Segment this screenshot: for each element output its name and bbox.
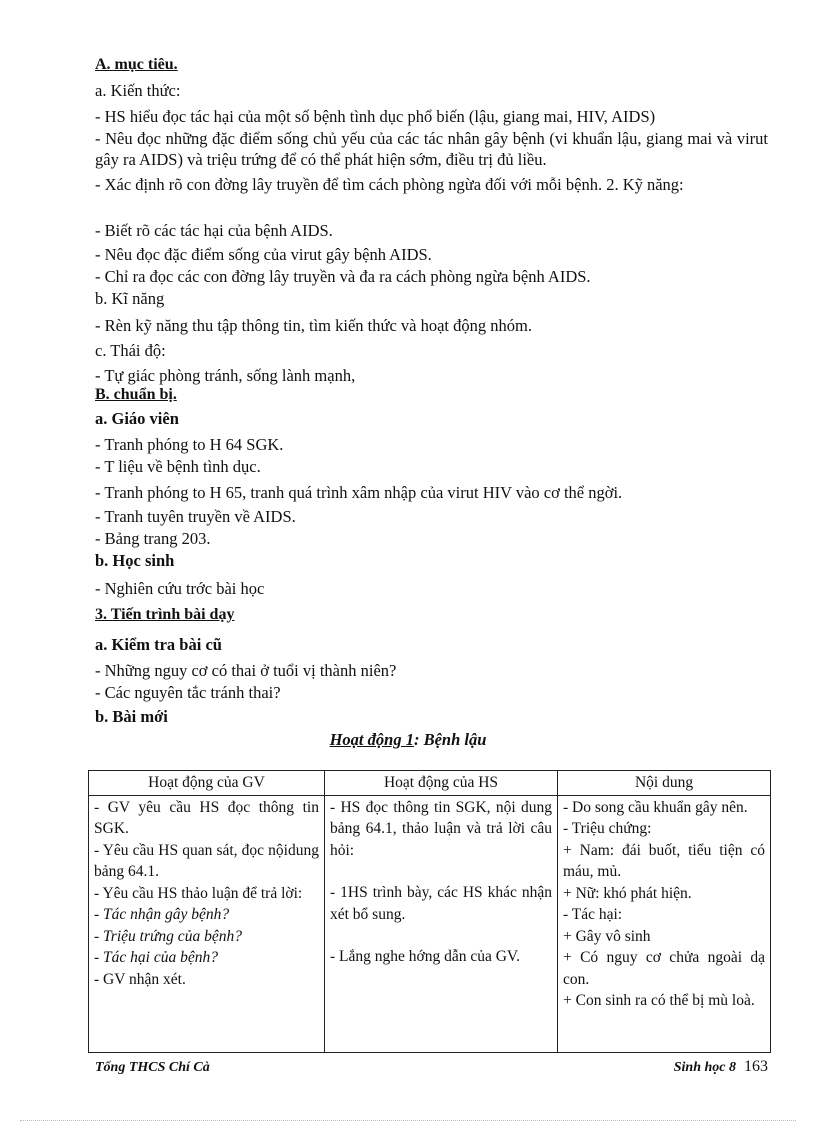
teacher-question-item: - Triệu trứng của bệnh? [94, 927, 242, 945]
content-item: - Triệu chứng: [563, 820, 652, 837]
column-header-content: Nội dung [558, 771, 771, 796]
teacher-activity-cell [89, 795, 325, 1052]
teacher-line: - Bảng trang 203. [95, 529, 211, 548]
teacher-question-item: - Tác hại của bệnh? [94, 949, 218, 966]
section-b-heading: B. chuẩn bị. [95, 386, 177, 403]
review-line: - Các nguyên tắc tránh thai? [95, 683, 281, 702]
content-item: + Có nguy cơ chửa ngoài dạ con. [563, 949, 765, 988]
teacher-activity-item: - GV yêu cầu HS đọc thông tin SGK. [94, 798, 319, 837]
knowledge-line: - Nêu đọc đặc điểm sống của virut gây bệnh AIDS. [95, 245, 432, 264]
activity-title-prefix: Hoạt động 1 [329, 730, 414, 749]
teacher-line: - Tranh phóng to H 65, tranh quá trình xâm nhập của virut HIV vào cơ thể ngời. [95, 483, 623, 502]
column-header-teacher: Hoạt động của GV [89, 771, 325, 796]
teacher-question-item: - Tác nhận gây bệnh? [94, 906, 230, 923]
section-a-heading: A. mục tiêu. [95, 56, 178, 73]
teacher-line: - Tranh phóng to H 64 SGK. [95, 435, 284, 454]
content-item: + Nam: đái buốt, tiểu tiện có máu, mủ. [563, 841, 765, 880]
skills-line: - Rèn kỹ năng thu tập thông tin, tìm kiến thức và hoạt động nhóm. [95, 316, 532, 335]
footer-right [674, 1058, 768, 1076]
page-number: 163 [744, 1058, 768, 1075]
skills-heading: b. Kĩ năng [95, 289, 165, 308]
footer-subject: Sinh học 8 [673, 1060, 736, 1075]
knowledge-line: - Chỉ ra đọc các con đờng lây truyền và đa ra cách phòng ngừa bệnh AIDS. [95, 267, 591, 286]
knowledge-line: - Nêu đọc những đặc điểm sống chủ yếu của các tác nhân gây bệnh (vi khuẩn lậu, giang mai và virut gây ra AIDS) và triệu trứng để có thể phát hiện sớm, điều trị đủ liều. [95, 129, 768, 169]
teacher-line: - Tranh tuyên truyền về AIDS. [95, 507, 296, 526]
activity-title-rest: : Bệnh lậu [413, 730, 487, 749]
activity-table [88, 770, 771, 1053]
teacher-activity-item: - GV nhận xét. [94, 970, 186, 988]
review-line: - Những nguy cơ có thai ở tuổi vị thành niên? [95, 661, 397, 680]
knowledge-line: - Biết rõ các tác hại của bệnh AIDS. [95, 221, 333, 240]
content-item: + Con sinh ra có thể bị mù loà. [563, 992, 755, 1009]
column-header-student: Hoạt động của HS [325, 771, 558, 796]
table-header-row [89, 771, 771, 796]
content-item: + Gây vô sinh [563, 927, 651, 945]
knowledge-heading: a. Kiến thức: [95, 81, 181, 100]
teacher-line: - T liệu về bệnh tình dục. [95, 457, 261, 476]
content-item: + Nữ: khó phát hiện. [563, 884, 692, 902]
table-row [89, 795, 771, 1052]
teacher-activity-item: - Yêu cầu HS thảo luận để trả lời: [94, 884, 303, 902]
student-line: - Nghiên cứu trớc bài học [95, 579, 265, 598]
new-lesson-heading: b. Bài mới [95, 707, 168, 726]
student-heading: b. Học sinh [95, 551, 175, 570]
page-divider [20, 1120, 796, 1121]
student-activity-item: - 1HS trình bày, các HS khác nhận xét bổ sung. [330, 884, 552, 923]
content-item: - Tác hại: [563, 906, 623, 923]
footer-school: Tống THCS Chí Cà [95, 1060, 210, 1075]
knowledge-line: - HS hiểu đọc tác hại của một số bệnh tình dục phổ biến (lậu, giang mai, HIV, AIDS) [95, 107, 656, 126]
student-activity-cell [325, 795, 558, 1052]
knowledge-line: - Xác định rõ con đờng lây truyền để tìm cách phòng ngừa đối với mỗi bệnh. 2. Kỹ năng: [95, 175, 684, 194]
section-c-heading: 3. Tiến trình bài dạy [95, 606, 235, 623]
content-cell [558, 795, 771, 1052]
activity-title [0, 730, 816, 750]
teacher-heading: a. Giáo viên [95, 409, 179, 428]
review-heading: a. Kiểm tra bài cũ [95, 635, 222, 654]
teacher-activity-item: - Yêu cầu HS quan sát, đọc nộidung bảng 64.1. [94, 841, 319, 880]
student-activity-item: - HS đọc thông tin SGK, nội dung bảng 64.1, thảo luận và trả lời câu hỏi: [330, 798, 552, 859]
attitude-heading: c. Thái độ: [95, 341, 166, 360]
content-item: - Do song cầu khuẩn gây nên. [563, 798, 748, 816]
student-activity-item: - Lắng nghe hớng dẫn của GV. [330, 948, 520, 965]
attitude-line: - Tự giác phòng tránh, sống lành mạnh, [95, 366, 356, 385]
